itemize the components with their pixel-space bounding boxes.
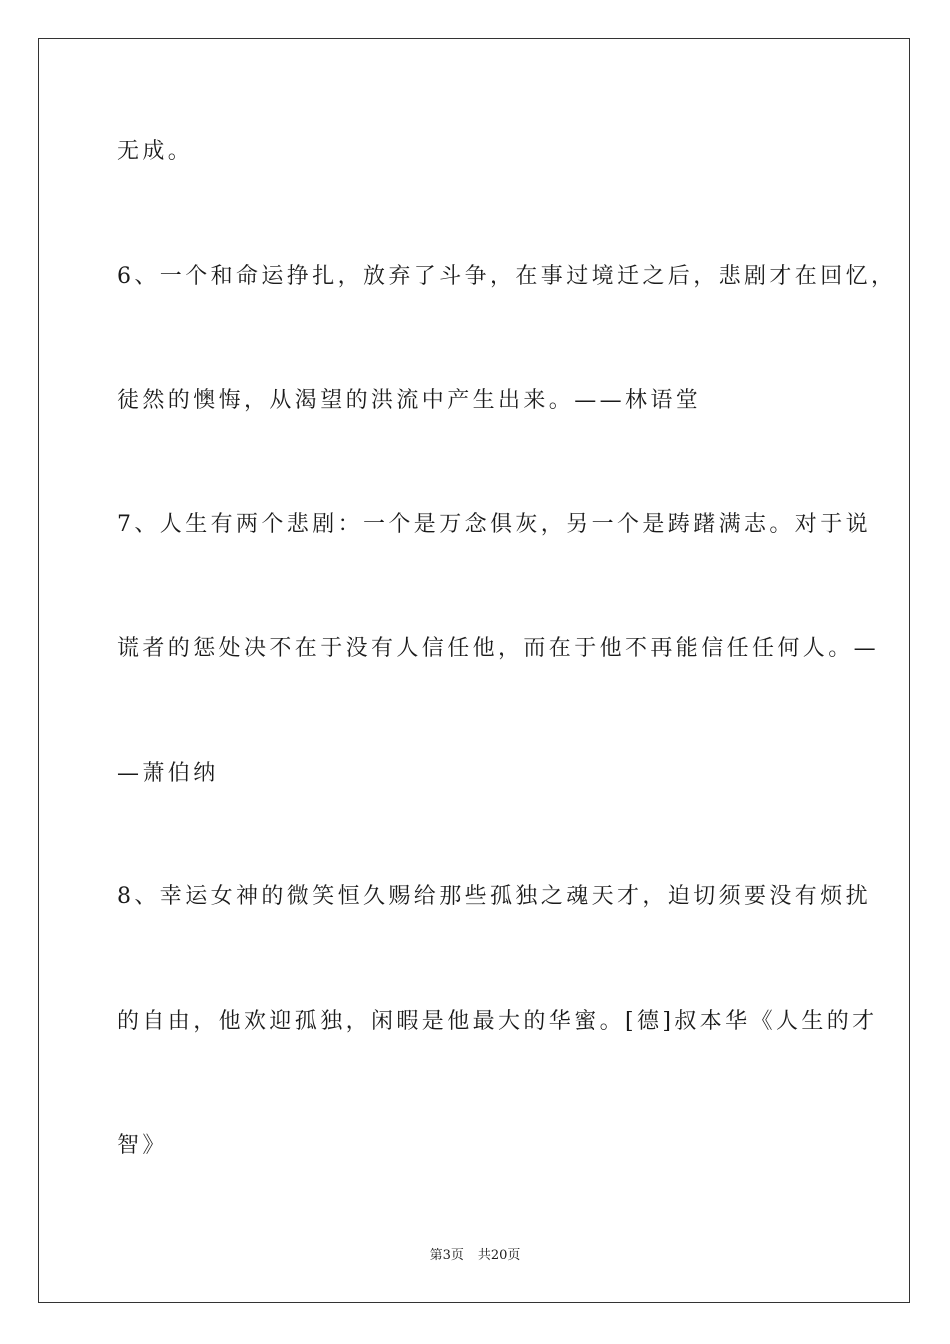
page-total: 共20页 [477, 1248, 521, 1263]
text-line-2: 6、一个和命运挣扎，放弃了斗争，在事过境迁之后，悲剧才在回忆， [117, 264, 897, 289]
text-line-6: —萧伯纳 [117, 761, 219, 786]
text-line-5: 谎者的惩处决不在于没有人信任他，而在于他不再能信任任何人。— [117, 636, 880, 661]
text-line-3: 徒然的懊悔，从渴望的洪流中产生出来。——林语堂 [117, 388, 702, 413]
text-line-7: 8、幸运女神的微笑恒久赐给那些孤独之魂天才，迫切须要没有烦扰 [117, 884, 871, 909]
page-border [38, 38, 910, 1303]
text-line-4: 7、人生有两个悲剧：一个是万念俱灰，另一个是踌躇满志。对于说 [117, 512, 871, 537]
text-line-8: 的自由，他欢迎孤独，闲暇是他最大的华蜜。[德]叔本华《人生的才 [117, 1009, 878, 1034]
page-footer [0, 1247, 950, 1265]
page-number: 第3页 [429, 1248, 464, 1263]
text-line-9: 智》 [117, 1133, 168, 1158]
text-line-1: 无成。 [117, 139, 194, 164]
